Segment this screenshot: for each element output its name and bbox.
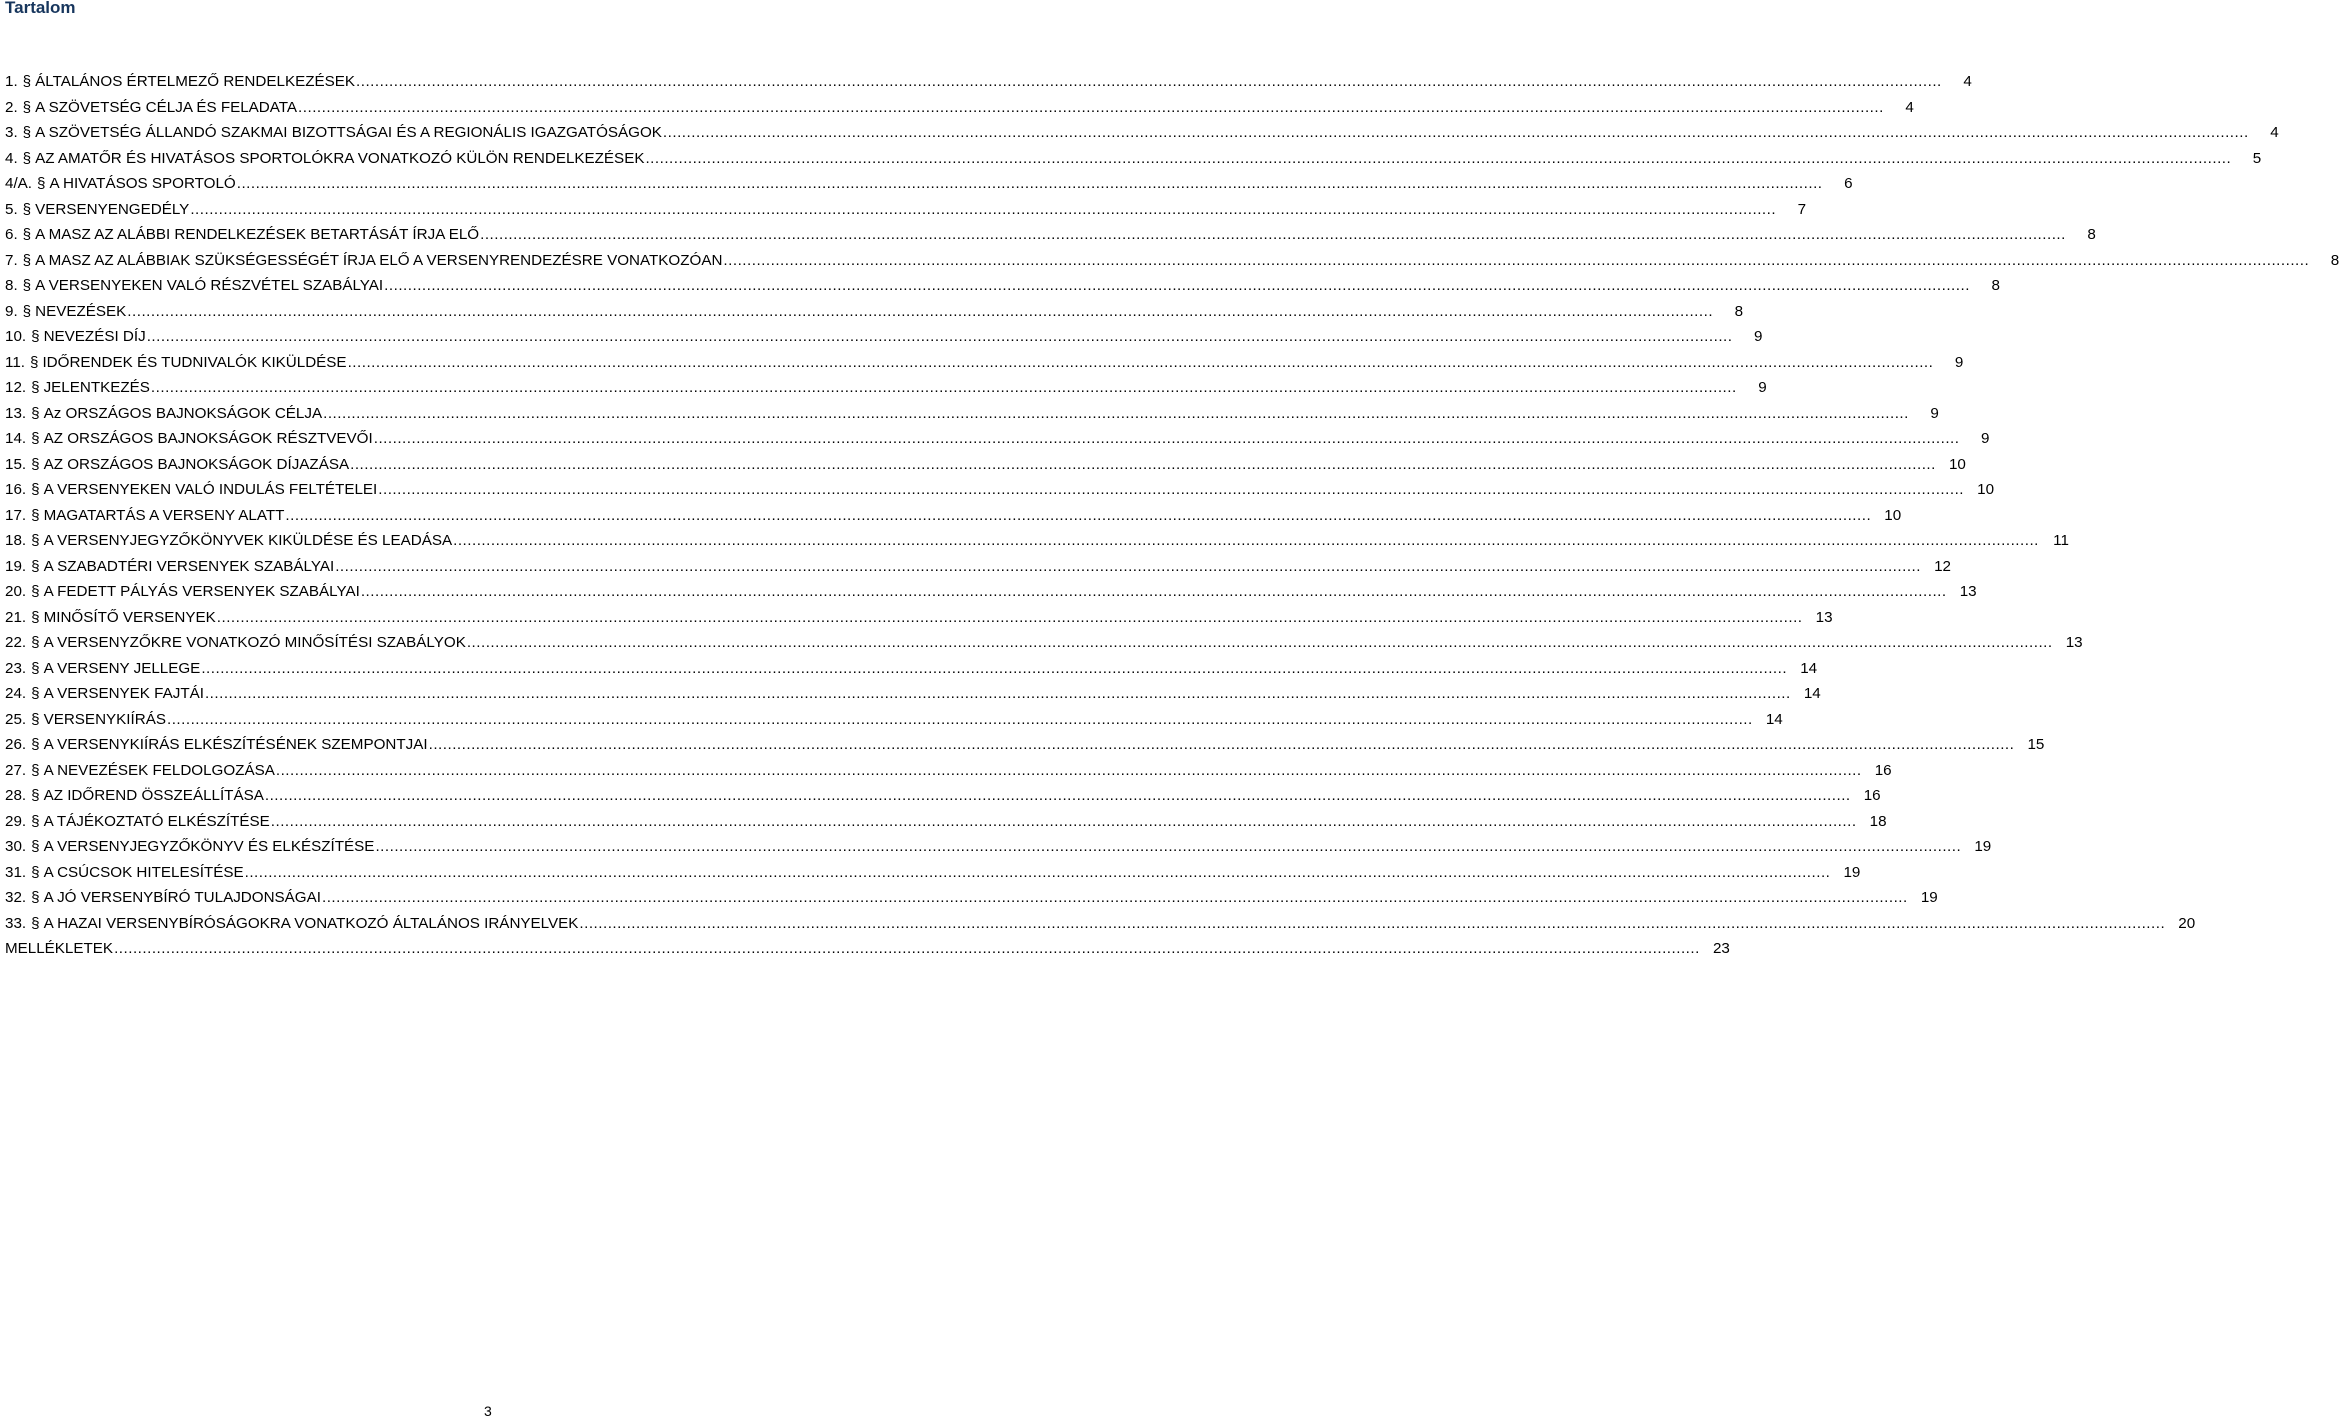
section-sign: §	[22, 302, 32, 320]
dot-leader	[335, 554, 1921, 580]
section-sign: §	[22, 124, 32, 141]
toc-entry-number: 4.	[5, 149, 18, 167]
toc-entry-page: 9	[1954, 353, 1964, 371]
dot-leader	[645, 146, 2231, 172]
toc-entry-number: 2.	[5, 98, 18, 116]
toc-entry-title: A FEDETT PÁLYÁS VERSENYEK SZABÁLYAI	[43, 583, 360, 600]
toc-entry[interactable]	[5, 95, 1914, 121]
toc-entry-title: VERSENYENGEDÉLY	[35, 200, 190, 218]
section-sign: §	[22, 277, 32, 294]
toc-entry-page: 16	[1874, 761, 1892, 779]
toc-entry-number: 25.	[5, 710, 27, 728]
section-sign: §	[31, 328, 40, 345]
dot-leader	[167, 707, 1753, 733]
toc-entry-page: 14	[1765, 710, 1783, 728]
toc-entry-number: 29.	[5, 812, 27, 830]
toc-entry-page: 8	[1734, 302, 1744, 320]
toc-entry-page: 4	[2270, 124, 2279, 141]
toc-entry[interactable]	[5, 885, 1938, 911]
toc-entry-number: 9.	[5, 302, 18, 320]
section-sign: §	[31, 532, 40, 549]
toc-entry-page: 18	[1869, 812, 1887, 830]
section-sign: §	[31, 430, 40, 447]
toc-entry-number: 32.	[5, 889, 27, 906]
toc-entry[interactable]	[5, 477, 1995, 503]
toc-entry-page: 23	[1712, 940, 1730, 957]
toc-entry-title: A NEVEZÉSEK FELDOLGOZÁSA	[43, 761, 275, 779]
toc-entry-title: AZ ORSZÁGOS BAJNOKSÁGOK RÉSZTVEVŐI	[43, 430, 373, 447]
dot-leader	[467, 630, 2053, 656]
dot-leader	[375, 834, 1961, 860]
toc-entry[interactable]	[5, 834, 1992, 860]
toc-entry-title: A HAZAI VERSENYBÍRÓSÁGOKRA VONATKOZÓ ÁLTALÁNOS IRÁNYELVEK	[43, 914, 579, 932]
toc-entry-page: 8	[1991, 277, 2000, 294]
toc-entry-title: A VERSENY JELLEGE	[43, 659, 201, 677]
toc-entry[interactable]	[5, 681, 1821, 707]
dot-leader	[217, 605, 1803, 631]
toc-entry[interactable]	[5, 503, 1902, 529]
toc-entry[interactable]	[5, 299, 1744, 325]
dot-leader	[378, 477, 1964, 503]
toc-entry-number: 10.	[5, 328, 27, 345]
toc-entry[interactable]	[5, 197, 1807, 223]
toc-entry[interactable]	[5, 375, 1767, 401]
toc-entry-page: 8	[2087, 226, 2096, 243]
dot-leader	[285, 503, 1871, 529]
section-sign: §	[31, 379, 40, 396]
toc-list	[5, 69, 2339, 962]
dot-leader	[663, 120, 2249, 146]
toc-entry-title: AZ IDŐREND ÖSSZEÁLLÍTÁSA	[43, 787, 264, 804]
toc-entry-page: 19	[1920, 889, 1938, 906]
toc-entry-number: 20.	[5, 583, 27, 600]
toc-entry[interactable]	[5, 707, 1783, 733]
dot-leader	[323, 401, 1909, 427]
toc-entry-number: 5.	[5, 200, 18, 218]
dot-leader	[453, 528, 2039, 554]
toc-entry-page: 10	[1948, 455, 1966, 473]
dot-leader	[190, 197, 1776, 223]
dot-leader	[271, 809, 1857, 835]
toc-entry-number: 3.	[5, 124, 18, 141]
toc-entry[interactable]	[5, 171, 1853, 197]
toc-entry-title: A VERSENYKIÍRÁS ELKÉSZÍTÉSÉNEK SZEMPONTJAI	[43, 736, 428, 753]
section-sign: §	[31, 914, 40, 932]
toc-entry-title: A JÓ VERSENYBÍRÓ TULAJDONSÁGAI	[43, 889, 321, 906]
section-sign: §	[30, 353, 39, 371]
section-sign: §	[31, 736, 40, 753]
toc-entry-page: 13	[2065, 634, 2083, 651]
toc-entry-title: VERSENYKIÍRÁS	[43, 710, 166, 728]
section-sign: §	[31, 455, 40, 473]
toc-entry[interactable]	[5, 426, 1990, 452]
toc-entry[interactable]	[5, 69, 1972, 95]
section-sign: §	[31, 761, 40, 779]
toc-entry-page: 15	[2027, 736, 2045, 753]
toc-entry-number: 17.	[5, 506, 27, 524]
section-sign: §	[31, 812, 40, 830]
toc-entry[interactable]	[5, 120, 2279, 146]
section-sign: §	[22, 73, 32, 90]
toc-entry-title: A VERSENYEK FAJTÁI	[43, 685, 204, 702]
toc-entry[interactable]	[5, 783, 1881, 809]
toc-entry-number: 26.	[5, 736, 27, 753]
section-sign: §	[31, 787, 40, 804]
toc-entry-page: 6	[1844, 175, 1853, 192]
section-sign: §	[31, 838, 40, 855]
toc-entry[interactable]	[5, 732, 2045, 758]
toc-entry[interactable]	[5, 324, 1763, 350]
toc-entry-page: 10	[1884, 506, 1902, 524]
toc-entry-title: MELLÉKLETEK	[5, 940, 114, 957]
toc-entry-page: 19	[1974, 838, 1992, 855]
page-number: 3	[484, 1403, 492, 1419]
dot-leader	[127, 299, 1713, 325]
dot-leader	[579, 911, 2165, 937]
toc-entry-number: 24.	[5, 685, 27, 702]
toc-entry-page: 16	[1863, 787, 1881, 804]
toc-entry[interactable]	[5, 936, 1730, 962]
toc-entry-page: 11	[2053, 532, 2069, 549]
toc-entry[interactable]	[5, 758, 1892, 784]
section-sign: §	[31, 481, 40, 498]
section-sign: §	[31, 634, 40, 651]
toc-entry[interactable]	[5, 222, 2096, 248]
toc-entry-title: A SZABADTÉRI VERSENYEK SZABÁLYAI	[43, 557, 335, 575]
toc-entry-number: 13.	[5, 404, 27, 422]
toc-entry-number: 15.	[5, 455, 27, 473]
dot-leader	[384, 273, 1970, 299]
toc-entry-title: A VERSENYJEGYZŐKÖNYV ÉS ELKÉSZÍTÉSE	[43, 838, 375, 855]
toc-entry-number: 18.	[5, 532, 27, 549]
dot-leader	[374, 426, 1960, 452]
dot-leader	[151, 375, 1737, 401]
toc-entry-title: A MASZ AZ ALÁBBIAK SZÜKSÉGESSÉGÉT ÍRJA ELŐ A VERSENYRENDEZÉSRE VONATKOZÓAN	[35, 251, 723, 269]
toc-entry[interactable]	[5, 911, 2196, 937]
toc-entry[interactable]	[5, 146, 2262, 172]
toc-entry-number: 27.	[5, 761, 27, 779]
toc-entry-title: NEVEZÉSEK	[35, 302, 127, 320]
toc-entry-number: 7.	[5, 251, 18, 269]
dot-leader	[245, 860, 1831, 886]
toc-entry[interactable]	[5, 630, 2083, 656]
toc-entry-title: Az ORSZÁGOS BAJNOKSÁGOK CÉLJA	[43, 404, 323, 422]
dot-leader	[723, 248, 2309, 274]
section-sign: §	[31, 710, 40, 728]
toc-entry-page: 7	[1797, 200, 1807, 218]
toc-entry-number: 1.	[5, 73, 18, 90]
section-sign: §	[31, 889, 40, 906]
toc-entry-page: 10	[1977, 481, 1995, 498]
toc-entry-number: 16.	[5, 481, 27, 498]
section-sign: §	[22, 98, 32, 116]
toc-entry-title: AZ ORSZÁGOS BAJNOKSÁGOK DÍJAZÁSA	[43, 455, 350, 473]
toc-entry-number: 33.	[5, 914, 27, 932]
dot-leader	[361, 579, 1947, 605]
section-sign: §	[31, 404, 40, 422]
toc-entry-number: 31.	[5, 863, 27, 881]
toc-entry[interactable]	[5, 248, 2339, 274]
toc-entry-page: 4	[1963, 73, 1972, 90]
toc-entry-title: MINŐSÍTŐ VERSENYEK	[43, 608, 216, 626]
section-sign: §	[22, 200, 32, 218]
toc-entry[interactable]	[5, 554, 1951, 580]
dot-leader	[350, 452, 1936, 478]
toc-entry-number: 14.	[5, 430, 27, 447]
toc-entry-number: 8.	[5, 277, 18, 294]
toc-entry-title: A CSÚCSOK HITELESÍTÉSE	[43, 863, 244, 881]
dot-leader	[298, 95, 1884, 121]
dot-leader	[276, 758, 1862, 784]
toc-entry-title: A HIVATÁSOS SPORTOLÓ	[49, 175, 236, 192]
toc-entry-number: 22.	[5, 634, 27, 651]
dot-leader	[322, 885, 1908, 911]
toc-entry-title: A MASZ AZ ALÁBBI RENDELKEZÉSEK BETARTÁSÁT ÍRJA ELŐ	[35, 226, 480, 243]
toc-entry-title: A VERSENYZŐKRE VONATKOZÓ MINŐSÍTÉSI SZABÁLYOK	[43, 634, 466, 651]
toc-entry[interactable]	[5, 860, 1861, 886]
toc-entry[interactable]	[5, 579, 1977, 605]
section-sign: §	[31, 608, 40, 626]
toc-entry-number: 4/A.	[5, 175, 33, 192]
toc-entry-page: 14	[1803, 685, 1821, 702]
toc-entry-page: 13	[1959, 583, 1977, 600]
toc-entry[interactable]	[5, 605, 1833, 631]
toc-entry-number: 23.	[5, 659, 27, 677]
toc-entry-title: NEVEZÉSI DÍJ	[43, 328, 146, 345]
toc-entry-title: IDŐRENDEK ÉS TUDNIVALÓK KIKÜLDÉSE	[42, 353, 347, 371]
toc-entry-number: 6.	[5, 226, 18, 243]
dot-leader	[205, 681, 1791, 707]
section-sign: §	[31, 506, 40, 524]
section-sign: §	[22, 149, 32, 167]
toc-entry-title: MAGATARTÁS A VERSENY ALATT	[43, 506, 285, 524]
section-sign: §	[31, 685, 40, 702]
toc-entry[interactable]	[5, 350, 1964, 376]
toc-entry-page: 9	[1981, 430, 1990, 447]
dot-leader	[114, 936, 1700, 962]
section-sign: §	[22, 226, 32, 243]
toc-entry-title: AZ AMATŐR ÉS HIVATÁSOS SPORTOLÓKRA VONATKOZÓ KÜLÖN RENDELKEZÉSEK	[35, 149, 645, 167]
toc-entry-title: A TÁJÉKOZTATÓ ELKÉSZÍTÉSE	[43, 812, 270, 830]
toc-entry-page: 14	[1800, 659, 1818, 677]
toc-entry-page: 9	[1758, 379, 1767, 396]
toc-entry[interactable]	[5, 528, 2069, 554]
toc-entry-title: A VERSENYEKEN VALÓ INDULÁS FELTÉTELEI	[43, 481, 378, 498]
toc-entry-number: 11.	[5, 353, 25, 371]
toc-entry-page: 13	[1815, 608, 1833, 626]
toc-entry-number: 21.	[5, 608, 27, 626]
toc-entry-page: 9	[1930, 404, 1939, 422]
toc-title: Tartalom	[5, 0, 76, 17]
toc-entry-number: 30.	[5, 838, 27, 855]
toc-entry-page: 8	[2330, 251, 2339, 269]
dot-leader	[265, 783, 1851, 809]
toc-entry-page: 20	[2178, 914, 2196, 932]
toc-entry-title: A VERSENYJEGYZŐKÖNYVEK KIKÜLDÉSE ÉS LEADÁSA	[43, 532, 453, 549]
toc-entry-title: A SZÖVETSÉG ÁLLANDÓ SZAKMAI BIZOTTSÁGAI ÉS A REGIONÁLIS IGAZGATÓSÁGOK	[35, 124, 662, 141]
toc-entry-title: ÁLTALÁNOS ÉRTELMEZŐ RENDELKEZÉSEK	[35, 73, 355, 90]
toc-entry[interactable]	[5, 273, 2000, 299]
toc-entry-number: 28.	[5, 787, 27, 804]
toc-entry[interactable]	[5, 656, 1818, 682]
dot-leader	[429, 732, 2015, 758]
toc-entry-title: A SZÖVETSÉG CÉLJA ÉS FELADATA	[35, 98, 298, 116]
dot-leader	[356, 69, 1942, 95]
dot-leader	[237, 171, 1823, 197]
toc-entry-page: 19	[1843, 863, 1861, 881]
toc-entry-page: 9	[1754, 328, 1763, 345]
section-sign: §	[37, 175, 46, 192]
toc-entry[interactable]	[5, 401, 1939, 427]
toc-entry-page: 5	[2252, 149, 2262, 167]
section-sign: §	[22, 251, 32, 269]
toc-entry[interactable]	[5, 809, 1887, 835]
toc-entry-number: 12.	[5, 379, 27, 396]
toc-entry-page: 4	[1905, 98, 1914, 116]
section-sign: §	[31, 583, 40, 600]
section-sign: §	[31, 863, 40, 881]
section-sign: §	[31, 659, 40, 677]
toc-entry-page: 12	[1934, 557, 1951, 575]
dot-leader	[201, 656, 1787, 682]
dot-leader	[147, 324, 1733, 350]
dot-leader	[480, 222, 2066, 248]
toc-entry-title: A VERSENYEKEN VALÓ RÉSZVÉTEL SZABÁLYAI	[35, 277, 384, 294]
section-sign: §	[31, 557, 40, 575]
toc-entry-title: JELENTKEZÉS	[43, 379, 150, 396]
toc-entry-number: 19.	[5, 557, 27, 575]
dot-leader	[348, 350, 1934, 376]
toc-entry[interactable]	[5, 452, 1966, 478]
